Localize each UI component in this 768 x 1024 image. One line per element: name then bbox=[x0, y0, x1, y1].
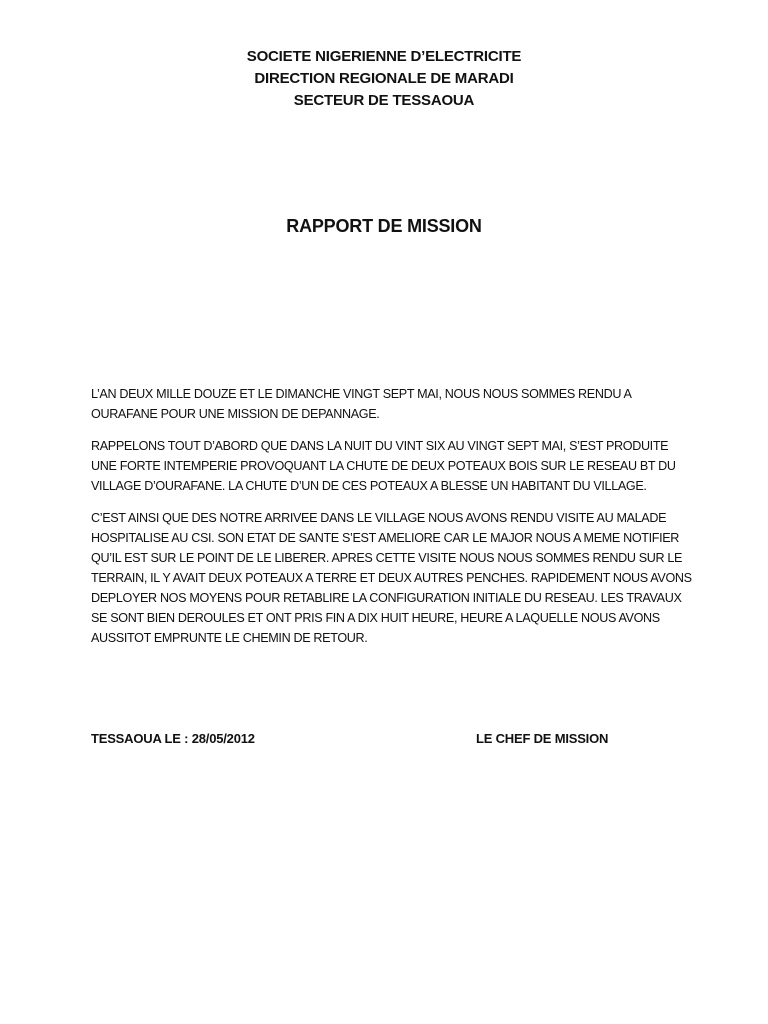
paragraph-3 bbox=[91, 508, 691, 648]
paragraph-line: RAPPELONS TOUT D’ABORD QUE DANS LA NUIT DU VINT SIX AU VINGT SEPT MAI, S’EST PRODUITE bbox=[91, 439, 669, 453]
paragraph-line: L’AN DEUX MILLE DOUZE ET LE DIMANCHE VINGT SEPT MAI, NOUS NOUS SOMMES RENDU A bbox=[91, 387, 632, 401]
paragraph-line: TERRAIN, IL Y AVAIT DEUX POTEAUX A TERRE ET DEUX AUTRES PENCHES. RAPIDEMENT NOUS AVONS bbox=[91, 571, 692, 585]
paragraph-line: VILLAGE D’OURAFANE. LA CHUTE D’UN DE CES POTEAUX A BLESSE UN HABITANT DU VILLAGE. bbox=[91, 479, 647, 493]
paragraph-line: OURAFANE POUR UNE MISSION DE DEPANNAGE. bbox=[91, 407, 380, 421]
letterhead bbox=[0, 46, 768, 112]
paragraph-line: QU’IL EST SUR LE POINT DE LE LIBERER. APRES CETTE VISITE NOUS NOUS SOMMES RENDU SUR LE bbox=[91, 551, 683, 565]
paragraph-line: UNE FORTE INTEMPERIE PROVOQUANT LA CHUTE DE DEUX POTEAUX BOIS SUR LE RESEAU BT DU bbox=[91, 459, 676, 473]
signatory-title: LE CHEF DE MISSION bbox=[476, 731, 609, 746]
regional-direction: DIRECTION REGIONALE DE MARADI bbox=[254, 70, 514, 87]
paragraph-line: HOSPITALISE AU CSI. SON ETAT DE SANTE S’EST AMELIORE CAR LE MAJOR NOUS A MEME NOTIFIER bbox=[91, 531, 680, 545]
place-and-date: TESSAOUA LE : 28/05/2012 bbox=[91, 731, 255, 746]
paragraph-line: C’EST AINSI QUE DES NOTRE ARRIVEE DANS LE VILLAGE NOUS AVONS RENDU VISITE AU MALADE bbox=[91, 511, 667, 525]
paragraph-1 bbox=[91, 384, 691, 424]
paragraph-2 bbox=[91, 436, 691, 496]
company-name: SOCIETE NIGERIENNE D’ELECTRICITE bbox=[246, 48, 522, 65]
paragraph-line: AUSSITOT EMPRUNTE LE CHEMIN DE RETOUR. bbox=[91, 631, 368, 645]
paragraph-line: SE SONT BIEN DEROULES ET ONT PRIS FIN A DIX HUIT HEURE, HEURE A LAQUELLE NOUS AVONS bbox=[91, 611, 660, 625]
report-body bbox=[91, 384, 691, 660]
paragraph-line: DEPLOYER NOS MOYENS POUR RETABLIRE LA CONFIGURATION INITIALE DU RESEAU. LES TRAVAUX bbox=[91, 591, 682, 605]
sector-name: SECTEUR DE TESSAOUA bbox=[293, 92, 475, 109]
document-title: RAPPORT DE MISSION bbox=[286, 216, 482, 236]
